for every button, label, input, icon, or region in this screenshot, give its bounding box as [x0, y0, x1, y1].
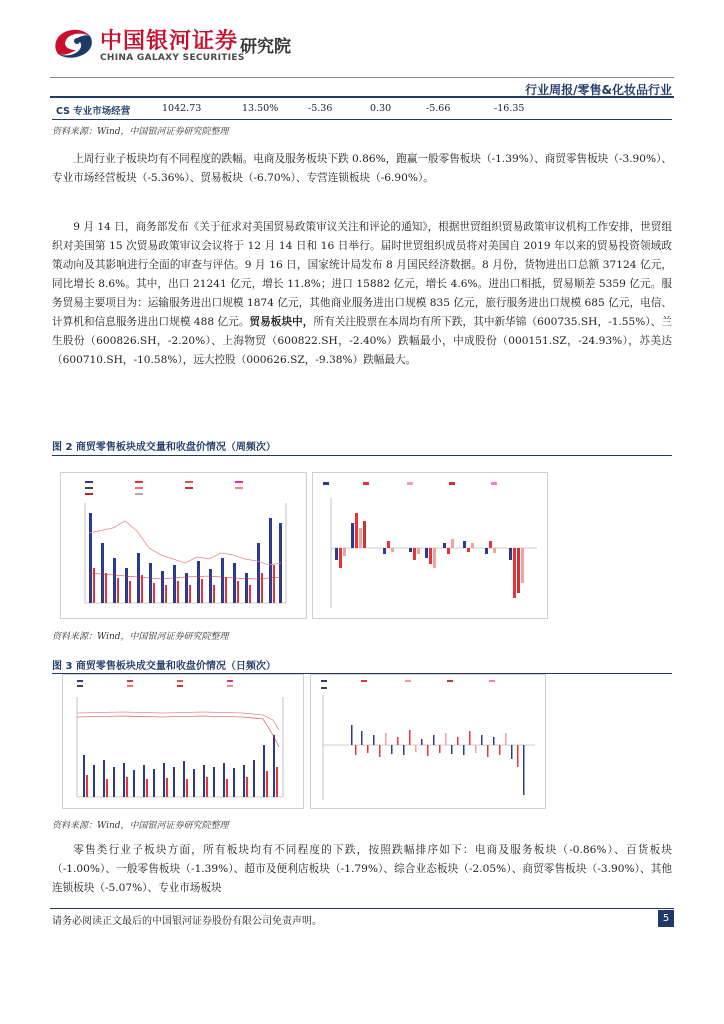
- institute-name: 研究院: [240, 37, 291, 57]
- section-divider: [50, 96, 674, 98]
- legend-swatches: [77, 680, 233, 687]
- table-cell: -5.66: [426, 103, 451, 114]
- paragraph-trade-news: [52, 218, 672, 370]
- close-price-line: [77, 716, 279, 747]
- table-cell: 1042.73: [162, 103, 202, 114]
- table-cell: -16.35: [494, 103, 525, 114]
- header-divider: [50, 77, 674, 78]
- figure-2-divider: [52, 455, 672, 456]
- paragraph-text: 9 月 14 日，商务部发布《关于征求对美国贸易政策审议关注和评论的通知》，根据世贸组织贸易政策审议机构工作安排，世贸组织对美国第 15 次贸易政策审议会议将于 12 月 14 日和 16 日举行。届时世贸组织成员将对美国自 2019 年以来的贸易投资领域政策动向及其影响进行全面的审查与评估。9 月 16 日，国家统计局发布 8 月国民经济数据。8 月份，货物进出口总额 37124 亿元，同比增长 8.6%。其中，出口 21241 亿元，增长 11.8%；进口 15882 亿元，增长 4.6%。进出口相抵，贸易顺差 5359 亿元。服务贸易主要项目为：运输服务进出口规模 1874 亿元，其他商业服务进出口规模 835 亿元，旅行服务进出口规模 685 亿元，电信、计算机和信息服务进出口规模 488 亿元。: [52, 221, 672, 328]
- fig2-weekly-volume-chart: [60, 472, 307, 619]
- paragraph-retail-subsectors: [52, 841, 672, 898]
- figure-2-title: 图 2 商贸零售板块成交量和收盘价情况（周频次）: [52, 442, 276, 453]
- source-note: 资料来源：Wind，中国银河证券研究院整理: [52, 632, 229, 642]
- volume-bars: [89, 513, 282, 603]
- footer-divider: [50, 908, 674, 909]
- source-note: 资料来源：Wind，中国银河证券研究院整理: [52, 821, 229, 831]
- paragraph-text: 上周行业子板块均有不同程度的跌幅。电商及服务板块下跌 0.86%，跑赢一般零售板块（-1.39%）、商贸零售板块（-3.90%）、专业市场经营板块（-5.36%）、贸易板块（-6.70%）、专营连锁板块（-6.90%）。: [52, 153, 672, 184]
- paragraph-text: 所有关注股票在本周均有所下跌，其中新华锦（600735.SH，-1.55%）、兰生股份（600826.SH，-2.20%）、上海物贸（600822.SH，-2.40%）跌幅最小，中成股份（000151.SZ，-24.93%），苏美达（600710.SH，-10.58%），远大控股（000626.SZ，-9.38%）跌幅最大。: [52, 316, 672, 366]
- table-bottom-border: [52, 119, 672, 120]
- source-note: 资料来源：Wind，中国银河证券研究院整理: [52, 127, 229, 137]
- fig3-right-chart-graphic: [311, 675, 545, 808]
- fig3-daily-change-chart: [310, 674, 546, 809]
- table-cell: -5.36: [308, 103, 333, 114]
- legend-swatches: [321, 680, 495, 689]
- paragraph-text: 零售类行业子板块方面，所有板块均有不同程度的下跌，按照跌幅排序如下：电商及服务板块（-0.86%）、百货板块（-1.00%）、一般零售板块（-1.39%）、超市及便利店板块（-1.79%）、综合业态板块（-2.05%）、商贸零售板块（-3.90%）、其他连锁板块（-5.07%）、专业市场板块: [52, 844, 672, 894]
- table-cell: 0.30: [370, 103, 392, 114]
- fig3-left-chart-graphic: [63, 675, 303, 808]
- change-bars: [335, 513, 524, 598]
- page-number: 5: [658, 910, 674, 927]
- legend-swatches: [323, 482, 497, 485]
- paragraph-bold-lead: 贸易板块中，: [249, 316, 314, 328]
- fig2-left-chart-graphic: [61, 473, 306, 618]
- brand-name-en: CHINA GALAXY SECURITIES: [100, 53, 245, 63]
- paragraph-subsector-performance: [52, 150, 672, 188]
- legend-swatches: [85, 481, 243, 495]
- brand-name-cn: 中国银河证券: [100, 29, 239, 54]
- table-cell: 13.50%: [242, 103, 279, 114]
- table-row: [52, 101, 672, 117]
- footer-disclaimer: 请务必阅读正文最后的中国银河证券股份有限公司免责声明。: [52, 916, 322, 927]
- close-price-line: [77, 712, 279, 730]
- fig2-weekly-change-chart: [312, 472, 548, 619]
- fig3-daily-volume-chart: [62, 674, 304, 809]
- table-cell-name: CS 专业市场经营: [56, 106, 131, 117]
- galaxy-logo-icon: [50, 24, 96, 62]
- report-type: 行业周报/零售&化妆品行业: [525, 83, 672, 97]
- daily-change-bars: [351, 725, 525, 795]
- fig2-right-chart-graphic: [313, 473, 547, 618]
- figure-3-title: 图 3 商贸零售板块成交量和收盘价情况（日频次）: [52, 661, 276, 672]
- daily-volume-bars: [83, 735, 278, 797]
- close-price-line: [89, 521, 281, 565]
